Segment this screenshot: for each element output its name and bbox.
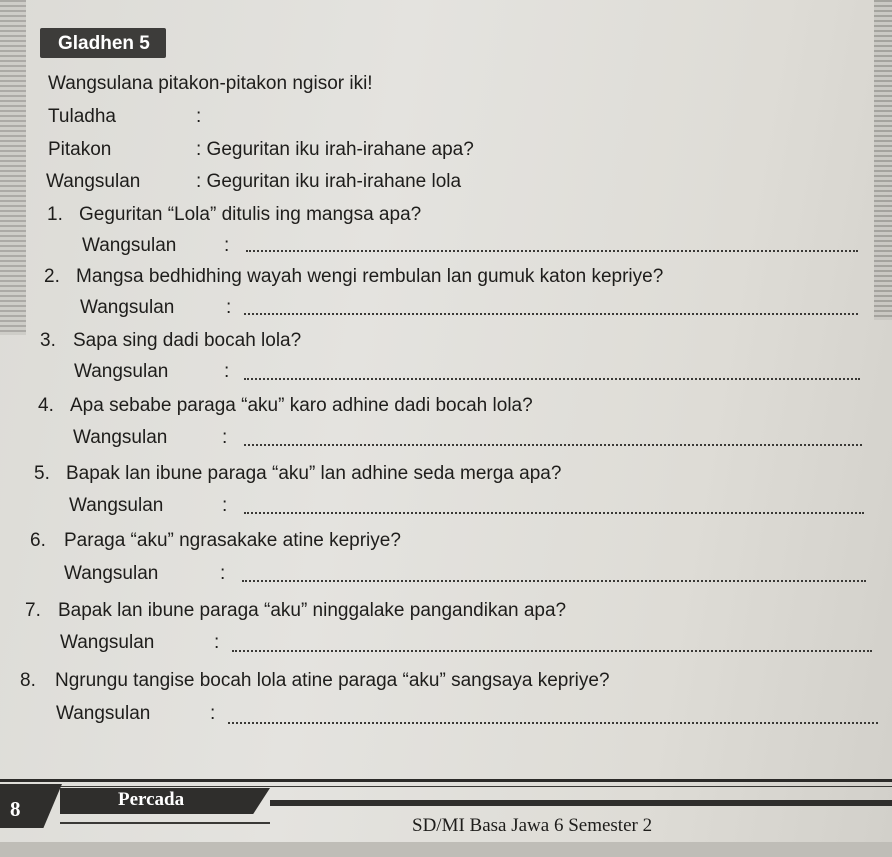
page-bottom-edge — [0, 842, 892, 857]
answer-colon: : — [224, 361, 230, 382]
footer-underline — [60, 822, 270, 824]
question-number: 4. — [38, 395, 54, 416]
footer-stripe — [270, 800, 892, 806]
answer-colon: : — [220, 563, 226, 584]
question-text: Ngrungu tangise bocah lola atine paraga “aku” sangsaya kepriye? — [55, 670, 610, 691]
question-text: Mangsa bedhidhing wayah wengi rembulan lan gumuk katon kepriye? — [76, 266, 664, 287]
question-number: 6. — [30, 530, 46, 551]
instruction-text: Wangsulana pitakon-pitakon ngisor iki! — [48, 73, 373, 94]
answer-line[interactable] — [228, 722, 878, 724]
answer-line[interactable] — [244, 313, 858, 315]
question-number: 7. — [25, 600, 41, 621]
answer-label: Wangsulan — [73, 427, 168, 448]
question-text: Bapak lan ibune paraga “aku” ninggalake pangandikan apa? — [58, 600, 567, 621]
book-title: SD/MI Basa Jawa 6 Semester 2 — [412, 815, 653, 836]
question-text: Sapa sing dadi bocah lola? — [73, 330, 302, 351]
answer-label: Wangsulan — [69, 495, 164, 516]
example-label: Tuladha — [48, 106, 116, 127]
footer-rule-thin — [0, 786, 892, 787]
binding-edge-right — [874, 0, 892, 320]
answer-colon: : — [210, 703, 216, 724]
answer-label: Wangsulan — [56, 703, 151, 724]
question-number: 1. — [47, 204, 63, 225]
answer-colon: : — [214, 632, 220, 653]
exercise-heading: Gladhen 5 — [58, 33, 150, 54]
answer-colon: : — [222, 427, 228, 448]
question-text: Bapak lan ibune paraga “aku” lan adhine seda merga apa? — [66, 463, 562, 484]
answer-line[interactable] — [246, 250, 858, 252]
answer-label: Wangsulan — [74, 361, 169, 382]
answer-colon: : — [222, 495, 228, 516]
answer-label: Wangsulan — [82, 235, 177, 256]
question-number: 2. — [44, 266, 60, 287]
answer-colon: : — [226, 297, 232, 318]
answer-line[interactable] — [242, 580, 866, 582]
example-colon: : — [196, 106, 202, 127]
question-number: 3. — [40, 330, 56, 351]
section-label: Percada — [118, 789, 185, 810]
example-question: : Geguritan iku irah-irahane apa? — [196, 139, 474, 160]
binding-edge-left — [0, 0, 26, 335]
question-text: Geguritan “Lola” ditulis ing mangsa apa? — [79, 204, 422, 225]
answer-label: Wangsulan — [80, 297, 175, 318]
example-question-label: Pitakon — [48, 139, 112, 160]
answer-line[interactable] — [232, 650, 872, 652]
example-answer: : Geguritan iku irah-irahane lola — [196, 171, 462, 192]
answer-label: Wangsulan — [60, 632, 155, 653]
answer-label: Wangsulan — [64, 563, 159, 584]
page-number: 8 — [10, 797, 21, 821]
answer-line[interactable] — [244, 512, 864, 514]
answer-line[interactable] — [244, 378, 860, 380]
answer-line[interactable] — [244, 444, 862, 446]
question-text: Paraga “aku” ngrasakake atine kepriye? — [64, 530, 401, 551]
example-answer-label: Wangsulan — [46, 171, 141, 192]
answer-colon: : — [224, 235, 230, 256]
question-text: Apa sebabe paraga “aku” karo adhine dadi bocah lola? — [70, 395, 533, 416]
question-number: 5. — [34, 463, 50, 484]
question-number: 8. — [20, 670, 36, 691]
footer-rule — [0, 779, 892, 782]
